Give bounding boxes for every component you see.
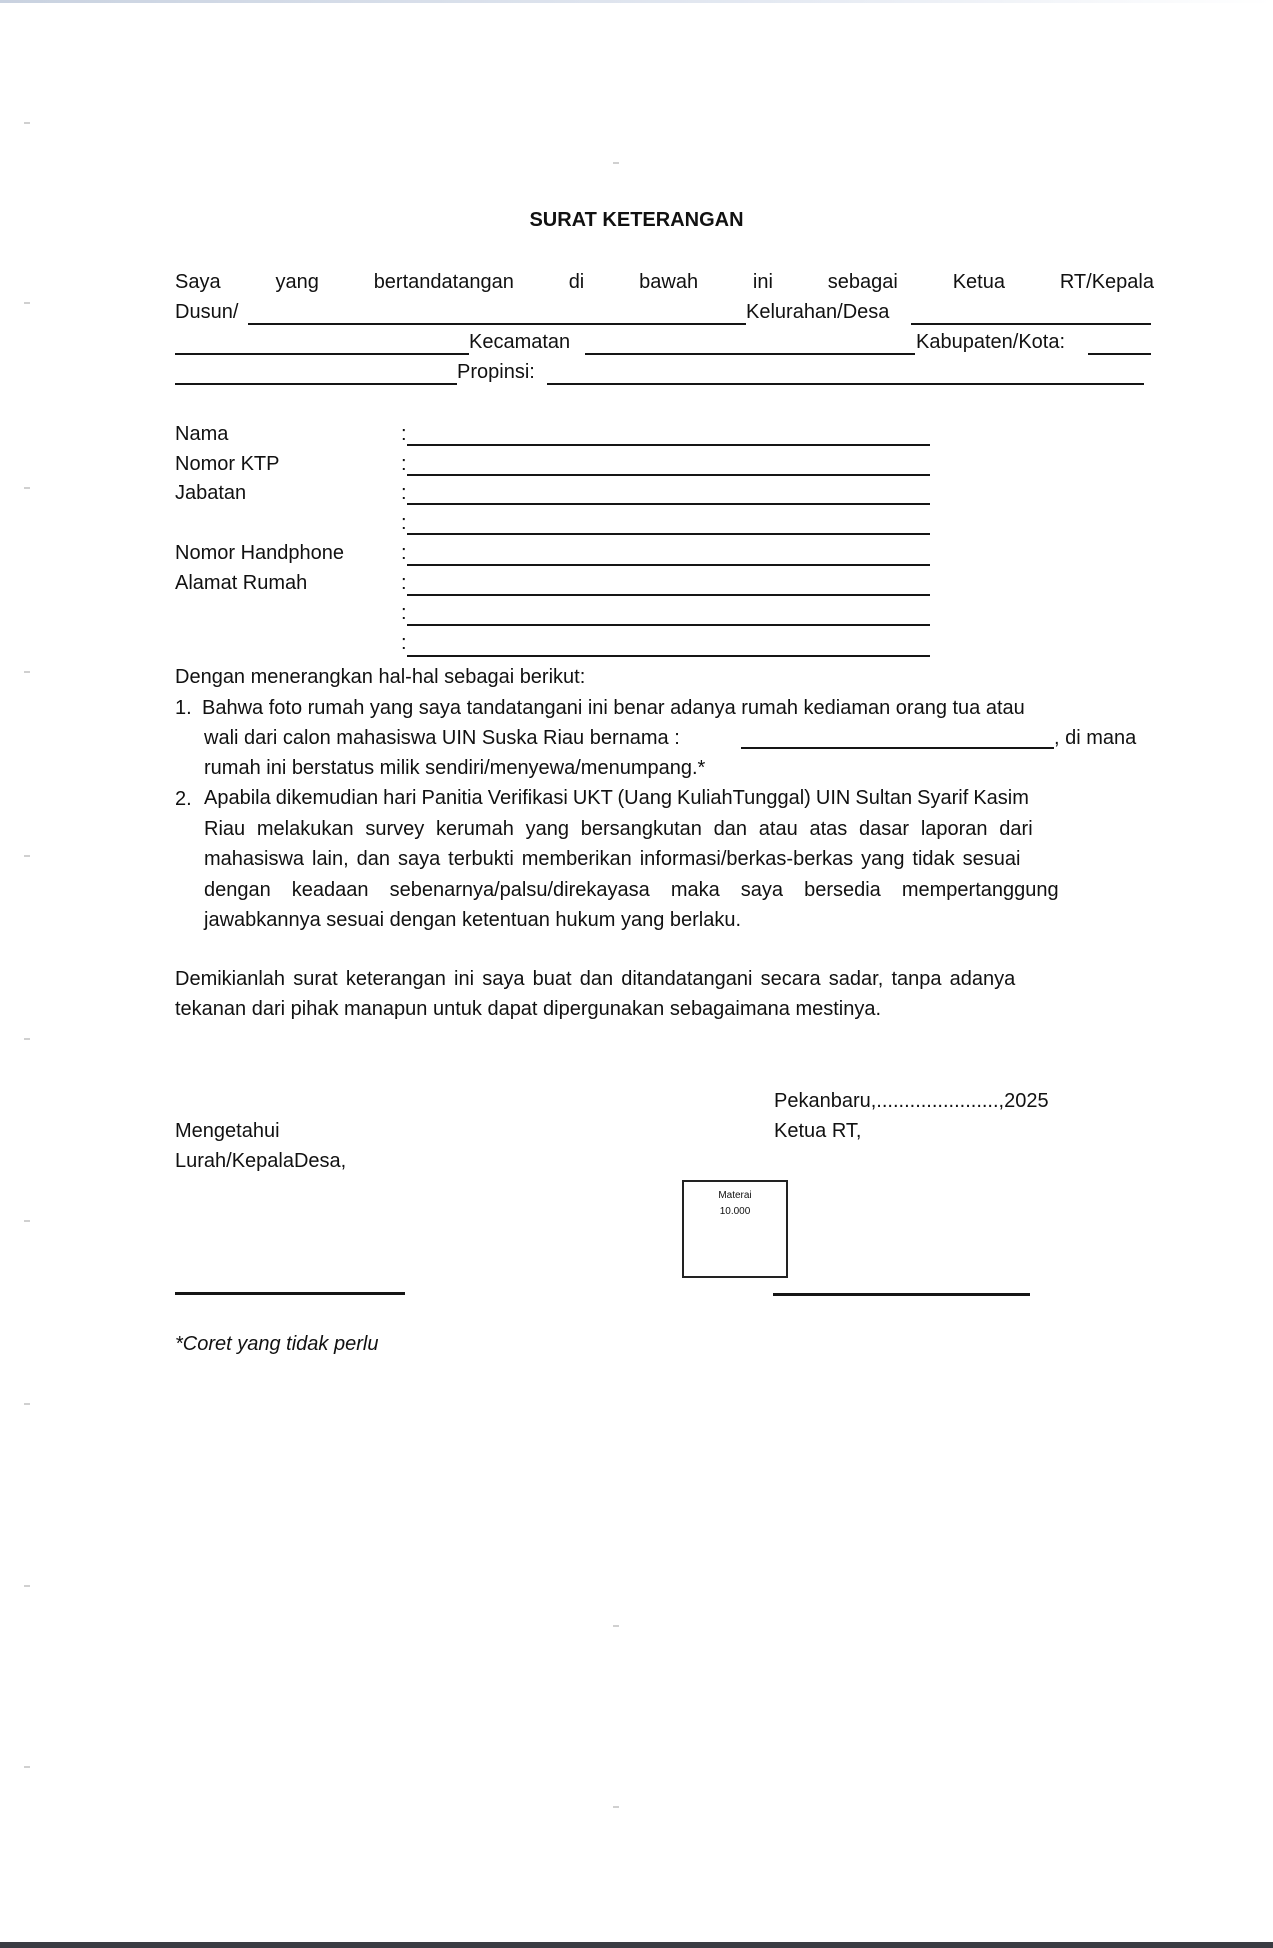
intro-word: Ketua — [952, 271, 1005, 293]
dusun-label: Dusun/ — [175, 301, 239, 323]
field-input-alamat-rumah[interactable] — [407, 594, 930, 596]
scan-artifact — [24, 1585, 30, 1587]
dusun-input-line[interactable] — [248, 323, 746, 325]
field-input-alamat-rumah-2[interactable] — [407, 624, 930, 626]
left-signer-role: Lurah/KepalaDesa, — [175, 1150, 347, 1172]
stamp-label: Materai — [718, 1190, 752, 1201]
field-input-nomor-handphone[interactable] — [407, 564, 930, 566]
intro-word: ini — [752, 271, 773, 293]
scan-artifact — [613, 1625, 619, 1627]
field-input-nomor-ktp[interactable] — [407, 474, 930, 476]
item-2-line — [204, 875, 1154, 906]
scan-artifact — [24, 122, 30, 124]
scan-artifact — [613, 1806, 619, 1808]
field-input-jabatan-continued[interactable] — [407, 533, 930, 535]
scan-artifact — [24, 487, 30, 489]
item-number: 1. — [175, 697, 192, 719]
statement-intro: Dengan menerangkan hal-hal sebagai berikut: — [175, 666, 586, 688]
field-input-nama[interactable] — [407, 444, 930, 446]
field-colon: : — [401, 632, 407, 654]
field-colon: : — [401, 453, 407, 475]
field-label-nomor-handphone: Nomor Handphone — [175, 542, 344, 564]
scan-bottom-edge — [0, 1942, 1273, 1948]
footnote: *Coret yang tidak perlu — [175, 1333, 379, 1355]
item-2-line-text: Riau melakukan survey kerumah yang bersangkutan dan atau atas dasar laporan dari — [204, 817, 1033, 840]
student-name-input-line[interactable] — [741, 747, 1054, 749]
item-1-line-2-end: , di mana — [1054, 727, 1137, 749]
left-signer-label: Mengetahui — [175, 1120, 280, 1142]
kecamatan-input-line[interactable] — [585, 353, 915, 355]
scan-top-edge — [0, 0, 1273, 3]
field-colon: : — [401, 512, 407, 534]
kelurahan-label: Kelurahan/Desa — [746, 301, 890, 323]
place-date: Pekanbaru,......................,2025 — [774, 1090, 1049, 1112]
scan-artifact — [24, 1038, 30, 1040]
field-colon: : — [401, 602, 407, 624]
kelurahan-input-line[interactable] — [911, 323, 1151, 325]
intro-word: bertandatangan — [373, 271, 514, 293]
propinsi-label: Propinsi: — [457, 361, 535, 383]
field-colon: : — [401, 423, 407, 445]
item-number: 2. — [175, 788, 192, 810]
item-2-line-text: Apabila dikemudian hari Panitia Verifikasi UKT (Uang KuliahTunggal) UIN Sultan Syarif Kasim — [204, 787, 1029, 809]
kabupaten-label: Kabupaten/Kota: — [916, 331, 1066, 353]
item-2-line — [204, 814, 1154, 845]
field-input-jabatan[interactable] — [407, 503, 930, 505]
scan-artifact — [24, 1403, 30, 1405]
intro-line-1 — [175, 270, 1154, 294]
field-colon: : — [401, 572, 407, 594]
stamp-value: 10.000 — [719, 1206, 751, 1217]
scan-artifact — [24, 1766, 30, 1768]
intro-word: RT/Kepala — [1059, 271, 1154, 293]
field-label-alamat-rumah: Alamat Rumah — [175, 572, 308, 594]
intro-word: sebagai — [827, 271, 898, 293]
pre-propinsi-input-line[interactable] — [175, 383, 457, 385]
intro-word: di — [568, 271, 585, 293]
scan-artifact — [613, 162, 619, 164]
item-1-line-3: rumah ini berstatus milik sendiri/menyewa/menumpang.* — [204, 757, 706, 779]
item-2-text — [204, 783, 1154, 936]
field-label-nomor-ktp: Nomor KTP — [175, 453, 280, 475]
closing-line-1: Demikianlah surat keterangan ini saya buat dan ditandatangani secara sadar, tanpa adanya — [175, 968, 1016, 990]
scan-artifact — [24, 1220, 30, 1222]
item-2-line-text: mahasiswa lain, dan saya terbukti memberikan informasi/berkas-berkas yang tidak sesuai — [204, 848, 1021, 871]
scan-artifact — [24, 302, 30, 304]
field-colon: : — [401, 542, 407, 564]
right-signature-line[interactable] — [773, 1293, 1030, 1296]
item-2-line — [204, 905, 1154, 936]
propinsi-input-line[interactable] — [547, 383, 1144, 385]
materai-stamp-box — [682, 1180, 788, 1278]
closing-line-2: tekanan dari pihak manapun untuk dapat dipergunakan sebagaimana mestinya. — [175, 998, 882, 1020]
scan-artifact — [24, 671, 30, 673]
item-2-line-text: jawabkannya sesuai dengan ketentuan hukum yang berlaku. — [204, 909, 742, 932]
document-title: SURAT KETERANGAN — [529, 209, 744, 231]
field-input-alamat-rumah-3[interactable] — [407, 655, 930, 657]
item-2-line-text: dengan keadaan sebenarnya/palsu/direkayasa maka saya bersedia mempertanggung — [204, 878, 1059, 901]
field-label-nama: Nama — [175, 423, 229, 445]
field-label-jabatan: Jabatan — [175, 482, 247, 504]
intro-word: yang — [275, 271, 319, 293]
item-2-line — [204, 844, 1154, 875]
intro-word: Saya — [175, 271, 221, 293]
item-2-line — [204, 783, 1154, 814]
field-colon: : — [401, 482, 407, 504]
scan-artifact — [24, 855, 30, 857]
pre-kecamatan-input-line[interactable] — [175, 353, 469, 355]
kabupaten-input-line[interactable] — [1088, 353, 1151, 355]
kecamatan-label: Kecamatan — [469, 331, 571, 353]
left-signature-line[interactable] — [175, 1292, 405, 1295]
item-1-line-2-start: wali dari calon mahasiswa UIN Suska Riau bernama : — [204, 727, 680, 749]
item-1-line-1: Bahwa foto rumah yang saya tandatangani ini benar adanya rumah kediaman orang tua atau — [202, 697, 1025, 719]
intro-word: bawah — [639, 271, 699, 293]
right-signer-role: Ketua RT, — [774, 1120, 862, 1142]
